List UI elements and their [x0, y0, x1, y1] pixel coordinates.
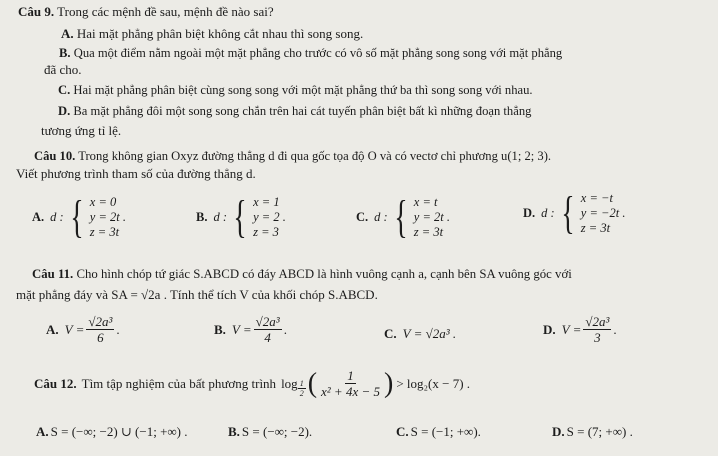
- q10-option-b: [196, 191, 286, 242]
- equation-row: x = 1: [253, 194, 280, 209]
- log-symbol: log: [281, 375, 298, 391]
- equation-row: z = 3t: [89, 224, 120, 239]
- numerator: √2a³: [88, 314, 113, 329]
- denominator: 3: [594, 330, 601, 345]
- equation-row: x = t: [413, 194, 438, 209]
- equation-system: [414, 195, 450, 240]
- question-number: Câu 11.: [32, 267, 74, 281]
- option-text: Ba mặt phẳng đôi một song song chắn trên hai cát tuyến phân biệt bất kì những đoạn thẳng: [73, 104, 532, 118]
- base-denominator: 2: [299, 389, 304, 398]
- option-label: A.: [36, 424, 49, 439]
- q9-option-b-cont: đã cho.: [44, 62, 82, 77]
- question-11-stem-cont: mặt phẳng đáy và SA = √2a . Tính thể tích V của khối chóp S.ABCD.: [16, 287, 378, 302]
- q9-option-d: [58, 103, 531, 119]
- numerator: √2a³: [255, 314, 280, 329]
- q11-option-d: [543, 314, 617, 345]
- q12-option-a: [36, 424, 188, 440]
- q12-option-c: [396, 424, 481, 440]
- option-label: A.: [32, 209, 45, 224]
- option-label: B.: [196, 209, 208, 224]
- option-label: D.: [523, 205, 536, 220]
- right-paren: ): [384, 367, 394, 399]
- equation-row: y = 2t .: [413, 209, 451, 224]
- equation-row: y = −2t .: [580, 205, 626, 220]
- fraction: [319, 368, 382, 399]
- q11-option-c: [384, 326, 456, 342]
- numerator: 1: [347, 368, 354, 383]
- formula-lhs: V =: [561, 321, 582, 337]
- brace-icon: {: [233, 191, 247, 242]
- option-text: V = √2a³ .: [402, 326, 457, 341]
- equation-system: [253, 195, 286, 240]
- q9-option-b: [59, 45, 562, 61]
- question-12-stem: [34, 368, 470, 399]
- q12-option-d: [552, 424, 633, 440]
- question-number: Câu 12.: [34, 375, 77, 391]
- option-label: A.: [46, 321, 59, 337]
- numerator: √2a³: [585, 314, 610, 329]
- inequality-rhs: > log₂(x − 7) .: [396, 375, 471, 391]
- base-numerator: 1: [299, 379, 304, 388]
- option-label: C.: [58, 83, 71, 97]
- q12-option-b: [228, 424, 312, 440]
- q9-option-c: [58, 82, 533, 98]
- q9-option-d-cont: tương ứng tỉ lệ.: [41, 123, 122, 138]
- punctuation: .: [283, 321, 287, 337]
- question-10-stem: [34, 148, 551, 164]
- brace-icon: {: [561, 187, 575, 238]
- q10-option-c: [356, 191, 451, 242]
- option-label: B.: [228, 424, 240, 439]
- question-text: Cho hình chóp tứ giác S.ABCD có đáy ABCD là hình vuông cạnh a, cạnh bên SA vuông góc với: [76, 267, 572, 281]
- option-text: Hai mặt phẳng phân biệt cùng song song với một mặt phẳng thứ ba thì song song với nhau.: [73, 83, 533, 97]
- option-label: C.: [384, 326, 397, 341]
- q11-option-a: [46, 314, 120, 345]
- equation-row: z = 3t: [413, 224, 444, 239]
- equation-row: x = −t: [580, 190, 613, 205]
- question-text: Tìm tập nghiệm của bất phương trình: [81, 375, 277, 391]
- equation-system: [581, 191, 626, 236]
- option-text: Qua một điểm nằm ngoài một mặt phẳng cho trước có vô số mặt phẳng song song với mặt phẳng: [73, 46, 563, 60]
- question-text: Trong không gian Oxyz đường thẳng d đi qua gốc tọa độ O và có vectơ chỉ phương u(1; 2; 3).: [78, 149, 552, 163]
- option-text: S = (−∞; −2) ∪ (−1; +∞) .: [50, 424, 188, 439]
- brace-icon: {: [394, 191, 408, 242]
- question-number: Câu 9.: [18, 4, 55, 19]
- question-11-stem: [32, 266, 572, 282]
- line-name: d :: [213, 209, 228, 224]
- question-9-stem: [18, 4, 274, 20]
- equation-row: y = 2t .: [89, 209, 127, 224]
- q9-option-a: [61, 26, 363, 42]
- fraction: [254, 314, 282, 345]
- question-number: Câu 10.: [34, 149, 76, 163]
- brace-icon: {: [70, 191, 84, 242]
- question-10-stem-cont: Viết phương trình tham số của đường thẳng d.: [16, 166, 256, 181]
- denominator: 4: [264, 330, 271, 345]
- option-label: A.: [61, 26, 74, 41]
- formula-lhs: V =: [64, 321, 85, 337]
- equation-row: z = 3t: [580, 220, 611, 235]
- option-text: S = (7; +∞) .: [566, 424, 633, 439]
- equation-system: [90, 195, 126, 240]
- equation-row: x = 0: [89, 194, 117, 209]
- option-label: D.: [543, 321, 556, 337]
- option-label: D.: [552, 424, 565, 439]
- option-text: Hai mặt phẳng phân biệt không cắt nhau thì song song.: [76, 26, 364, 41]
- punctuation: .: [613, 321, 617, 337]
- log-base: [298, 379, 306, 398]
- q10-option-d: [523, 187, 626, 238]
- q10-option-a: [32, 191, 127, 242]
- denominator: 6: [97, 330, 104, 345]
- line-name: d :: [50, 209, 64, 224]
- q11-option-b: [214, 314, 287, 345]
- line-name: d :: [374, 209, 388, 224]
- option-label: D.: [58, 104, 71, 118]
- fraction: [583, 314, 611, 345]
- option-label: B.: [59, 46, 71, 60]
- option-text: S = (−∞; −2).: [241, 424, 313, 439]
- option-label: C.: [356, 209, 369, 224]
- option-text: S = (−1; +∞).: [410, 424, 481, 439]
- punctuation: .: [116, 321, 120, 337]
- equation-row: y = 2 .: [253, 209, 286, 224]
- option-label: C.: [396, 424, 409, 439]
- line-name: d :: [541, 205, 555, 220]
- equation-row: z = 3: [253, 224, 279, 239]
- question-text: Trong các mệnh đề sau, mệnh đề nào sai?: [57, 4, 274, 19]
- denominator: x² + 4x − 5: [321, 384, 380, 399]
- left-paren: (: [307, 367, 318, 399]
- formula-lhs: V =: [231, 321, 252, 337]
- fraction: [86, 314, 114, 345]
- option-label: B.: [214, 321, 226, 337]
